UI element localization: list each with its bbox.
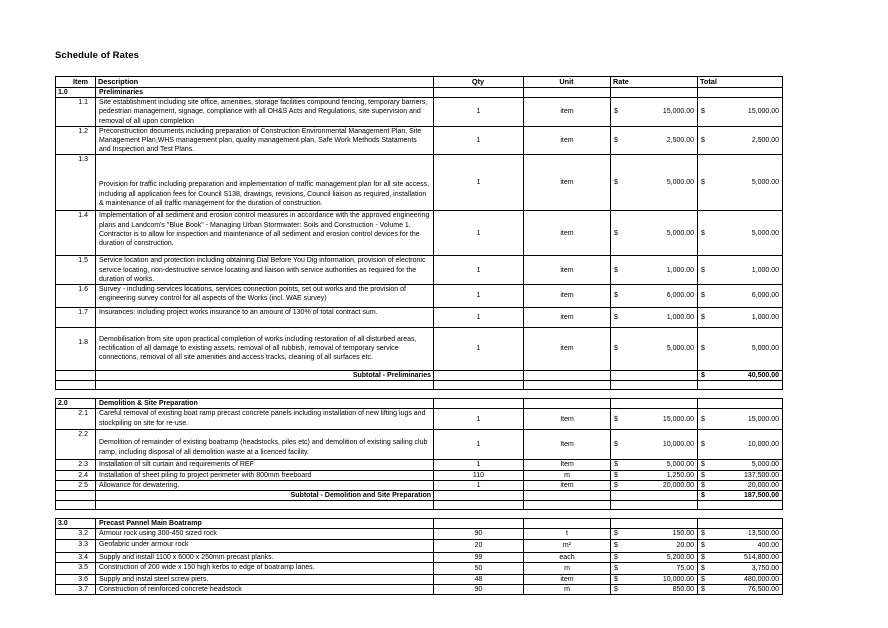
item-rate: 20,000.00 bbox=[662, 481, 694, 489]
item-rate: 15,000.00 bbox=[662, 415, 694, 423]
row-1-3 bbox=[56, 155, 783, 211]
row-3-5 bbox=[56, 562, 783, 574]
currency-symbol: $ bbox=[614, 345, 618, 353]
item-description: Preconstruction documents including preparation of Construction Environmental Management Plan, Site Management Plan,WHS management plan, quality management plan, Safe Work Methods Stataments and Inspection and Test Plans. bbox=[96, 126, 434, 155]
item-total: 5,000.00 bbox=[751, 345, 779, 353]
currency-symbol: $ bbox=[614, 481, 618, 489]
currency-symbol: $ bbox=[614, 313, 618, 321]
item-rate: 10,000.00 bbox=[662, 441, 694, 449]
row-b2 bbox=[56, 501, 783, 510]
row-2-1 bbox=[56, 409, 783, 430]
item-qty: 1 bbox=[434, 155, 524, 211]
cell-rate bbox=[611, 501, 698, 510]
item-qty: 1 bbox=[434, 308, 524, 328]
cell-total bbox=[698, 381, 783, 390]
currency-symbol: $ bbox=[701, 266, 705, 274]
cell-rate bbox=[611, 519, 698, 529]
item-description: Insurances: including project works insurance to an amount of 130% of total contract sum. bbox=[96, 308, 434, 328]
cell-rate bbox=[611, 256, 698, 285]
cell-qty bbox=[434, 381, 524, 390]
item-qty: 1 bbox=[434, 256, 524, 285]
column-header-unit: Unit bbox=[524, 77, 611, 88]
item-total: 15,000.00 bbox=[747, 415, 779, 423]
item-number: 3.2 bbox=[56, 529, 96, 539]
item-number: 1.3 bbox=[56, 155, 96, 211]
item-unit: item bbox=[524, 98, 611, 127]
item-number: 1.6 bbox=[56, 285, 96, 308]
cell-total bbox=[698, 155, 783, 211]
item-number: 2.4 bbox=[56, 470, 96, 480]
currency-symbol: $ bbox=[614, 564, 618, 572]
item-total: 6,000.00 bbox=[751, 292, 779, 300]
cell-rate bbox=[611, 399, 698, 409]
cell-total bbox=[698, 501, 783, 510]
row-st1 bbox=[56, 371, 783, 381]
row-1-2 bbox=[56, 126, 783, 155]
currency-symbol: $ bbox=[614, 292, 618, 300]
cell-total bbox=[698, 409, 783, 430]
item-unit: item bbox=[524, 308, 611, 328]
currency-symbol: $ bbox=[614, 542, 618, 550]
currency-symbol: $ bbox=[614, 553, 618, 561]
cell-total bbox=[698, 470, 783, 480]
currency-symbol: $ bbox=[614, 137, 618, 145]
cell-rate bbox=[611, 371, 698, 381]
currency-symbol: $ bbox=[614, 461, 618, 469]
schedule-of-rates-table bbox=[55, 76, 782, 595]
cell-item bbox=[56, 381, 96, 390]
item-number: 1.7 bbox=[56, 308, 96, 328]
item-unit: item bbox=[524, 480, 611, 490]
cell-rate bbox=[611, 552, 698, 562]
currency-symbol: $ bbox=[614, 179, 618, 187]
section-number: 1.0 bbox=[56, 88, 96, 98]
rates-table-section-1 bbox=[55, 76, 783, 390]
item-qty: 1 bbox=[434, 328, 524, 371]
column-header-desc: Description bbox=[96, 77, 434, 88]
currency-symbol: $ bbox=[614, 471, 618, 479]
cell-total bbox=[698, 529, 783, 539]
item-description: Supply and install 1100 x 6000 x 250mm precast planks. bbox=[96, 552, 434, 562]
item-rate: 20.00 bbox=[676, 542, 694, 550]
item-unit: m² bbox=[524, 539, 611, 552]
cell-total bbox=[698, 328, 783, 371]
cell-unit bbox=[524, 501, 611, 510]
item-total: 480,000.00 bbox=[743, 575, 779, 583]
currency-symbol: $ bbox=[614, 575, 618, 583]
item-total: 5,000.00 bbox=[751, 461, 779, 469]
item-unit: Item bbox=[524, 430, 611, 460]
cell-total bbox=[698, 539, 783, 552]
cell-total bbox=[698, 88, 783, 98]
section-gap bbox=[55, 510, 782, 518]
column-header-item: Item bbox=[56, 77, 96, 88]
item-description: Implementation of all sediment and erosion control measures in accordance with the approved engineering plans and Landcom's "Blue Book" - Managing Urban Stormwater: Soils and Construction - Volume 1. Contractor is to allow for inspection and maintenance of all sediment and erosion control devices for the duration of construction. bbox=[96, 211, 434, 256]
item-unit: item bbox=[524, 155, 611, 211]
cell-qty bbox=[434, 491, 524, 501]
item-description: Careful removal of existing boat ramp precast concrete panels including installation of new lifting lugs and stockpiling on site for re-use. bbox=[96, 409, 434, 430]
item-description: Demolition of remainder of existing boatramp (headstocks, piles etc) and demolition of existing sailing club ramp, including disposal of all demolition waste at a licenced facility. bbox=[96, 430, 434, 460]
row-2-5 bbox=[56, 480, 783, 490]
item-description: Site establishment including site office, amenities, storage facilities compound fencing, temporary barriers, pedestrian management, signage, compliance with all OH&S Acts and Regulations, site supervision and removal of all upon completion bbox=[96, 98, 434, 127]
cell-qty bbox=[434, 519, 524, 529]
row-3-3 bbox=[56, 539, 783, 552]
column-header-qty: Qty bbox=[434, 77, 524, 88]
item-unit: item bbox=[524, 126, 611, 155]
item-unit: item bbox=[524, 574, 611, 584]
subtotal-label: Subtotal - Demolition and Site Preparation bbox=[96, 491, 434, 501]
item-rate: 150.00 bbox=[672, 530, 694, 538]
item-total: 13,500.00 bbox=[747, 530, 779, 538]
cell-total bbox=[698, 519, 783, 529]
cell-total bbox=[698, 211, 783, 256]
item-rate: 850.00 bbox=[672, 586, 694, 594]
row-2-0 bbox=[56, 399, 783, 409]
row-2-3 bbox=[56, 460, 783, 470]
currency-symbol: $ bbox=[701, 471, 705, 479]
item-qty: 1 bbox=[434, 409, 524, 430]
item-rate: 15,000.00 bbox=[662, 108, 694, 116]
item-rate: 5,000.00 bbox=[666, 179, 694, 187]
currency-symbol: $ bbox=[701, 108, 705, 116]
item-number: 2.1 bbox=[56, 409, 96, 430]
cell-rate bbox=[611, 409, 698, 430]
row-1-7 bbox=[56, 308, 783, 328]
item-total: 2,500.00 bbox=[751, 137, 779, 145]
section-title: Preliminaries bbox=[96, 88, 434, 98]
section-number: 3.0 bbox=[56, 519, 96, 529]
cell-unit bbox=[524, 399, 611, 409]
item-qty: 20 bbox=[434, 539, 524, 552]
cell-total bbox=[698, 585, 783, 595]
item-number: 2.3 bbox=[56, 460, 96, 470]
item-description: Demobilisation from site upon practical completion of works including restoration of all disturbed areas, rectification of all damage to existing assets, removal of all rubbish, removal of temporary service connections, removal of all site amenities and access tracks, cleaning of all surfaces etc. bbox=[96, 328, 434, 371]
cell-desc bbox=[96, 501, 434, 510]
cell-rate bbox=[611, 480, 698, 490]
item-rate: 5,000.00 bbox=[666, 345, 694, 353]
item-number: 1.8 bbox=[56, 328, 96, 371]
item-qty: 110 bbox=[434, 470, 524, 480]
item-qty: 1 bbox=[434, 285, 524, 308]
currency-symbol: $ bbox=[701, 313, 705, 321]
cell-rate bbox=[611, 470, 698, 480]
currency-symbol: $ bbox=[614, 530, 618, 538]
row-3-7 bbox=[56, 585, 783, 595]
currency-symbol: $ bbox=[701, 553, 705, 561]
item-rate: 2,500.00 bbox=[666, 137, 694, 145]
item-unit: m bbox=[524, 562, 611, 574]
cell-total bbox=[698, 126, 783, 155]
cell-unit bbox=[524, 519, 611, 529]
item-total: 400.00 bbox=[757, 542, 779, 550]
cell-rate bbox=[611, 285, 698, 308]
row-1-4 bbox=[56, 211, 783, 256]
item-total: 5,000.00 bbox=[751, 229, 779, 237]
item-number: 3.5 bbox=[56, 562, 96, 574]
cell-rate bbox=[611, 491, 698, 501]
rates-table-section-3 bbox=[55, 518, 783, 595]
item-description: Supply and instal steel screw piers. bbox=[96, 574, 434, 584]
item-description: Construction of reinforced concrete headstock bbox=[96, 585, 434, 595]
item-qty: 1 bbox=[434, 126, 524, 155]
cell-total bbox=[698, 460, 783, 470]
cell-unit bbox=[524, 491, 611, 501]
item-qty: 90 bbox=[434, 585, 524, 595]
cell-total bbox=[698, 256, 783, 285]
row-1-5 bbox=[56, 256, 783, 285]
currency-symbol: $ bbox=[614, 108, 618, 116]
item-number: 2.2 bbox=[56, 430, 96, 460]
item-description: Allowance for dewatering. bbox=[96, 480, 434, 490]
item-qty: 99 bbox=[434, 552, 524, 562]
item-description: Installation of sheet piling to project perimeter with 800mm freeboard bbox=[96, 470, 434, 480]
column-header-rate: Rate bbox=[611, 77, 698, 88]
subtotal-label: Subtotal - Preliminaries bbox=[96, 371, 434, 381]
item-number: 3.4 bbox=[56, 552, 96, 562]
cell-rate bbox=[611, 328, 698, 371]
currency-symbol: $ bbox=[701, 564, 705, 572]
item-description: Provision for traffic including preparation and implementation of traffic management plan for all site access, including all application fees for Council S138, drawings, revisions, Council liaison as required, installation & maintenance of all traffic management for the duration of construction. bbox=[96, 155, 434, 211]
cell-desc bbox=[96, 381, 434, 390]
item-unit: item bbox=[524, 328, 611, 371]
cell-total bbox=[698, 98, 783, 127]
cell-rate bbox=[611, 574, 698, 584]
cell-rate bbox=[611, 88, 698, 98]
section-title: Demolition & Site Preparation bbox=[96, 399, 434, 409]
section-gap bbox=[55, 390, 782, 398]
item-number: 3.3 bbox=[56, 539, 96, 552]
currency-symbol: $ bbox=[701, 481, 705, 489]
currency-symbol: $ bbox=[614, 415, 618, 423]
cell-total bbox=[698, 574, 783, 584]
item-total: 137,500.00 bbox=[743, 471, 779, 479]
currency-symbol: $ bbox=[701, 461, 705, 469]
currency-symbol: $ bbox=[701, 542, 705, 550]
cell-total bbox=[698, 285, 783, 308]
cell-total bbox=[698, 480, 783, 490]
item-total: 1,000.00 bbox=[751, 266, 779, 274]
row-3-2 bbox=[56, 529, 783, 539]
item-number: 2.5 bbox=[56, 480, 96, 490]
cell-rate bbox=[611, 562, 698, 574]
section-title: Precast Pannel Main Boatramp bbox=[96, 519, 434, 529]
item-rate: 5,000.00 bbox=[666, 229, 694, 237]
cell-total bbox=[698, 552, 783, 562]
cell-rate bbox=[611, 126, 698, 155]
row-2-2 bbox=[56, 430, 783, 460]
subtotal-amount: 40,500.00 bbox=[747, 372, 779, 380]
item-description: Armour rock using 300-450 sized rock bbox=[96, 529, 434, 539]
currency-symbol: $ bbox=[701, 415, 705, 423]
item-total: 1,000.00 bbox=[751, 313, 779, 321]
item-unit: t bbox=[524, 529, 611, 539]
row-3-4 bbox=[56, 552, 783, 562]
item-description: Survey - including services locations, services connection points, set out works and the provision of engineering survey control for all aspects of the Works (incl. WAE survey) bbox=[96, 285, 434, 308]
item-unit: Item bbox=[524, 460, 611, 470]
subtotal-amount: 187,500.00 bbox=[743, 492, 779, 500]
cell-rate bbox=[611, 539, 698, 552]
cell-unit bbox=[524, 371, 611, 381]
row-st2 bbox=[56, 491, 783, 501]
cell-rate bbox=[611, 98, 698, 127]
currency-symbol: $ bbox=[701, 292, 705, 300]
row-3-6 bbox=[56, 574, 783, 584]
section-number: 2.0 bbox=[56, 399, 96, 409]
item-description: Geofabric under armour rock bbox=[96, 539, 434, 552]
cell-item bbox=[56, 371, 96, 381]
cell-rate bbox=[611, 308, 698, 328]
item-description: Construction of 200 wide x 150 high kerbs to edge of boatramp lanes. bbox=[96, 562, 434, 574]
item-unit: m bbox=[524, 470, 611, 480]
cell-total bbox=[698, 308, 783, 328]
item-qty: 50 bbox=[434, 562, 524, 574]
item-rate: 5,000.00 bbox=[666, 461, 694, 469]
subtotal-total-cell bbox=[698, 371, 783, 381]
cell-rate bbox=[611, 460, 698, 470]
currency-symbol: $ bbox=[701, 179, 705, 187]
column-header-row bbox=[56, 77, 783, 88]
item-unit: item bbox=[524, 256, 611, 285]
currency-symbol: $ bbox=[614, 586, 618, 594]
item-number: 1.4 bbox=[56, 211, 96, 256]
item-total: 5,000.00 bbox=[751, 179, 779, 187]
subtotal-total-cell bbox=[698, 491, 783, 501]
row-3-0 bbox=[56, 519, 783, 529]
cell-total bbox=[698, 399, 783, 409]
item-qty: 48 bbox=[434, 574, 524, 584]
currency-symbol: $ bbox=[701, 229, 705, 237]
item-rate: 10,000.00 bbox=[662, 575, 694, 583]
cell-rate bbox=[611, 529, 698, 539]
item-number: 1.2 bbox=[56, 126, 96, 155]
row-b1 bbox=[56, 381, 783, 390]
item-description: Service location and protection including obtaining Dial Before You Dig information, provision of electronic service locating, non-destructive service locating and liaison with service authorities as required for the duration of works. bbox=[96, 256, 434, 285]
cell-rate bbox=[611, 155, 698, 211]
item-qty: 1 bbox=[434, 98, 524, 127]
cell-qty bbox=[434, 371, 524, 381]
cell-unit bbox=[524, 88, 611, 98]
cell-rate bbox=[611, 430, 698, 460]
row-2-4 bbox=[56, 470, 783, 480]
cell-unit bbox=[524, 381, 611, 390]
row-1-6 bbox=[56, 285, 783, 308]
item-qty: 1 bbox=[434, 460, 524, 470]
item-qty: 1 bbox=[434, 211, 524, 256]
item-total: 514,800.00 bbox=[743, 553, 779, 561]
item-rate: 1,000.00 bbox=[666, 266, 694, 274]
currency-symbol: $ bbox=[614, 266, 618, 274]
item-qty: 1 bbox=[434, 430, 524, 460]
currency-symbol: $ bbox=[701, 372, 705, 380]
currency-symbol: $ bbox=[701, 441, 705, 449]
currency-symbol: $ bbox=[701, 575, 705, 583]
cell-qty bbox=[434, 88, 524, 98]
item-total: 3,750.00 bbox=[751, 564, 779, 572]
currency-symbol: $ bbox=[614, 441, 618, 449]
item-number: 3.7 bbox=[56, 585, 96, 595]
rates-table-section-2 bbox=[55, 398, 783, 510]
item-qty: 90 bbox=[434, 529, 524, 539]
cell-rate bbox=[611, 211, 698, 256]
item-rate: 1,000.00 bbox=[666, 313, 694, 321]
cell-rate bbox=[611, 585, 698, 595]
row-1-0 bbox=[56, 88, 783, 98]
item-unit: Item bbox=[524, 409, 611, 430]
item-total: 10,000.00 bbox=[747, 441, 779, 449]
currency-symbol: $ bbox=[614, 229, 618, 237]
column-header-total: Total bbox=[698, 77, 783, 88]
item-rate: 6,000.00 bbox=[666, 292, 694, 300]
item-description: Installation of silt curtain and requirements of REF bbox=[96, 460, 434, 470]
currency-symbol: $ bbox=[701, 492, 705, 500]
item-unit: item bbox=[524, 285, 611, 308]
currency-symbol: $ bbox=[701, 530, 705, 538]
item-rate: 5,200.00 bbox=[666, 553, 694, 561]
cell-item bbox=[56, 501, 96, 510]
cell-qty bbox=[434, 399, 524, 409]
item-rate: 1,250.00 bbox=[666, 471, 694, 479]
currency-symbol: $ bbox=[701, 586, 705, 594]
item-total: 15,000.00 bbox=[747, 108, 779, 116]
item-total: 20,000.00 bbox=[747, 481, 779, 489]
item-unit: m bbox=[524, 585, 611, 595]
currency-symbol: $ bbox=[701, 345, 705, 353]
item-qty: 1 bbox=[434, 480, 524, 490]
item-number: 3.6 bbox=[56, 574, 96, 584]
currency-symbol: $ bbox=[701, 137, 705, 145]
item-number: 1.1 bbox=[56, 98, 96, 127]
item-total: 76,500.00 bbox=[747, 586, 779, 594]
item-unit: each bbox=[524, 552, 611, 562]
cell-qty bbox=[434, 501, 524, 510]
item-unit: item bbox=[524, 211, 611, 256]
item-rate: 75.00 bbox=[676, 564, 694, 572]
cell-total bbox=[698, 430, 783, 460]
cell-item bbox=[56, 491, 96, 501]
cell-rate bbox=[611, 381, 698, 390]
page-title: Schedule of Rates bbox=[55, 50, 140, 61]
item-number: 1.5 bbox=[56, 256, 96, 285]
row-1-1 bbox=[56, 98, 783, 127]
row-1-8 bbox=[56, 328, 783, 371]
cell-total bbox=[698, 562, 783, 574]
